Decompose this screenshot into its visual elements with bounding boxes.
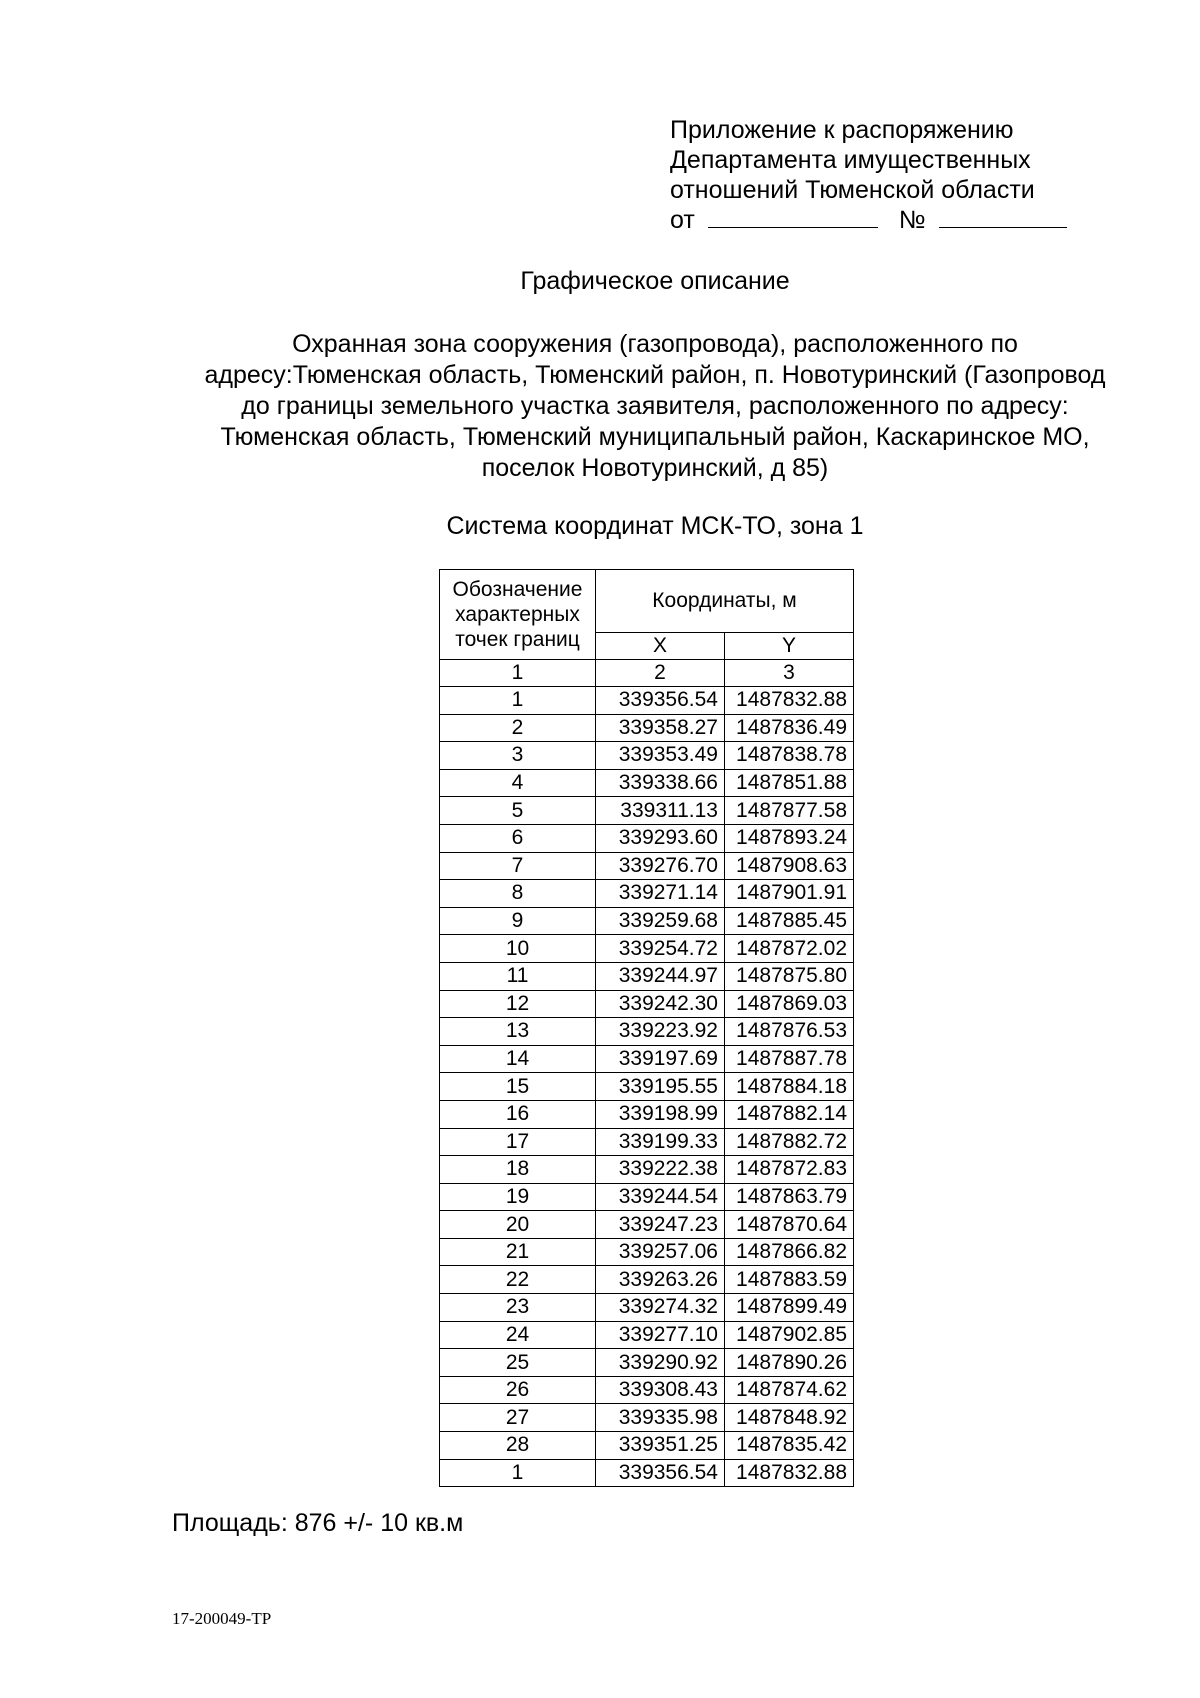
point-cell: 1 [440, 687, 596, 715]
table-row [440, 1183, 854, 1211]
point-cell: 21 [440, 1238, 596, 1266]
header-y: Y [725, 633, 854, 660]
y-cell: 1487838.78 [725, 742, 854, 770]
y-cell: 1487884.18 [725, 1073, 854, 1101]
point-cell: 17 [440, 1128, 596, 1156]
table-row [440, 990, 854, 1018]
description-line-3: до границы земельного участка заявителя, расположенного по адресу: [241, 392, 1069, 420]
y-cell: 1487832.88 [725, 1459, 854, 1487]
point-cell: 18 [440, 1156, 596, 1184]
table-row [440, 1211, 854, 1239]
x-cell: 339263.26 [596, 1266, 725, 1294]
column-number-3: 3 [725, 660, 854, 687]
y-cell: 1487863.79 [725, 1183, 854, 1211]
point-cell: 9 [440, 907, 596, 935]
point-cell: 11 [440, 962, 596, 990]
y-cell: 1487874.62 [725, 1376, 854, 1404]
y-cell: 1487848.92 [725, 1404, 854, 1432]
point-cell: 5 [440, 797, 596, 825]
number-blank [939, 205, 1067, 228]
x-cell: 339277.10 [596, 1321, 725, 1349]
table-row [440, 1266, 854, 1294]
table-row [440, 1100, 854, 1128]
table-row [440, 962, 854, 990]
y-cell: 1487882.72 [725, 1128, 854, 1156]
x-cell: 339290.92 [596, 1349, 725, 1377]
table-row [440, 1349, 854, 1377]
point-cell: 16 [440, 1100, 596, 1128]
table-row [440, 1376, 854, 1404]
x-cell: 339351.25 [596, 1432, 725, 1460]
y-cell: 1487908.63 [725, 852, 854, 880]
table-row [440, 1321, 854, 1349]
table-row [440, 935, 854, 963]
x-cell: 339353.49 [596, 742, 725, 770]
y-cell: 1487866.82 [725, 1238, 854, 1266]
y-cell: 1487887.78 [725, 1045, 854, 1073]
x-cell: 339358.27 [596, 714, 725, 742]
date-prefix: от [670, 206, 695, 234]
y-cell: 1487835.42 [725, 1432, 854, 1460]
x-cell: 339311.13 [596, 797, 725, 825]
x-cell: 339197.69 [596, 1045, 725, 1073]
table-row [440, 907, 854, 935]
point-cell: 19 [440, 1183, 596, 1211]
point-cell: 20 [440, 1211, 596, 1239]
point-cell: 25 [440, 1349, 596, 1377]
y-cell: 1487876.53 [725, 1018, 854, 1046]
description-block [150, 329, 1160, 484]
table-row [440, 714, 854, 742]
y-cell: 1487869.03 [725, 990, 854, 1018]
point-cell: 28 [440, 1432, 596, 1460]
point-cell: 13 [440, 1018, 596, 1046]
document-title: Графическое описание [520, 267, 790, 295]
point-cell: 12 [440, 990, 596, 1018]
coordinates-table [439, 569, 854, 1487]
table-row [440, 1018, 854, 1046]
x-cell: 339247.23 [596, 1211, 725, 1239]
table-row [440, 797, 854, 825]
x-cell: 339259.68 [596, 907, 725, 935]
x-cell: 339198.99 [596, 1100, 725, 1128]
x-cell: 339274.32 [596, 1294, 725, 1322]
y-cell: 1487893.24 [725, 824, 854, 852]
x-cell: 339338.66 [596, 769, 725, 797]
point-cell: 14 [440, 1045, 596, 1073]
table-row [440, 1045, 854, 1073]
y-cell: 1487872.02 [725, 935, 854, 963]
appendix-header [670, 115, 1067, 235]
x-cell: 339242.30 [596, 990, 725, 1018]
table-row [440, 1073, 854, 1101]
table-row [440, 1156, 854, 1184]
table-row [440, 1238, 854, 1266]
y-cell: 1487901.91 [725, 880, 854, 908]
coordinate-system-label: Система координат МСК-ТО, зона 1 [446, 512, 864, 540]
table-row [440, 1459, 854, 1487]
table-row [440, 742, 854, 770]
x-cell: 339199.33 [596, 1128, 725, 1156]
table-row [440, 852, 854, 880]
x-cell: 339356.54 [596, 1459, 725, 1487]
point-cell: 26 [440, 1376, 596, 1404]
table-row [440, 1432, 854, 1460]
table-row [440, 769, 854, 797]
appendix-line-3: отношений Тюменской области [670, 176, 1035, 204]
point-cell: 2 [440, 714, 596, 742]
point-cell: 22 [440, 1266, 596, 1294]
column-number-1: 1 [440, 660, 596, 687]
point-cell: 3 [440, 742, 596, 770]
y-cell: 1487883.59 [725, 1266, 854, 1294]
table-row [440, 687, 854, 715]
y-cell: 1487875.80 [725, 962, 854, 990]
point-cell: 15 [440, 1073, 596, 1101]
description-line-4: Тюменская область, Тюменский муниципальный район, Каскаринское МО, [220, 423, 1090, 451]
date-blank [708, 205, 878, 228]
y-cell: 1487836.49 [725, 714, 854, 742]
header-designation: Обозначение характерных точек границ [440, 570, 596, 660]
point-cell: 10 [440, 935, 596, 963]
point-cell: 24 [440, 1321, 596, 1349]
x-cell: 339293.60 [596, 824, 725, 852]
description-line-2: адресу:Тюменская область, Тюменский район, п. Новотуринский (Газопровод [204, 361, 1106, 389]
x-cell: 339195.55 [596, 1073, 725, 1101]
table-row [440, 1294, 854, 1322]
y-cell: 1487882.14 [725, 1100, 854, 1128]
table-row [440, 1128, 854, 1156]
description-line-1: Охранная зона сооружения (газопровода), расположенного по [292, 330, 1018, 358]
table-row [440, 880, 854, 908]
x-cell: 339254.72 [596, 935, 725, 963]
y-cell: 1487885.45 [725, 907, 854, 935]
number-prefix: № [898, 206, 926, 234]
point-cell: 1 [440, 1459, 596, 1487]
point-cell: 6 [440, 824, 596, 852]
coordinates-table-body [440, 687, 854, 1487]
area-label: Площадь: 876 +/- 10 кв.м [172, 1509, 464, 1537]
appendix-line-1: Приложение к распоряжению [670, 116, 1014, 144]
y-cell: 1487890.26 [725, 1349, 854, 1377]
appendix-date-number-line [670, 205, 1067, 235]
x-cell: 339335.98 [596, 1404, 725, 1432]
x-cell: 339244.97 [596, 962, 725, 990]
point-cell: 27 [440, 1404, 596, 1432]
y-cell: 1487832.88 [725, 687, 854, 715]
column-number-2: 2 [596, 660, 725, 687]
point-cell: 4 [440, 769, 596, 797]
x-cell: 339308.43 [596, 1376, 725, 1404]
point-cell: 7 [440, 852, 596, 880]
table-row [440, 1404, 854, 1432]
table-row [440, 824, 854, 852]
document-code: 17-200049-ТР [172, 1609, 272, 1628]
y-cell: 1487902.85 [725, 1321, 854, 1349]
x-cell: 339257.06 [596, 1238, 725, 1266]
header-coordinates: Координаты, м [596, 570, 854, 633]
appendix-line-2: Департамента имущественных [670, 146, 1031, 174]
point-cell: 23 [440, 1294, 596, 1322]
x-cell: 339271.14 [596, 880, 725, 908]
x-cell: 339356.54 [596, 687, 725, 715]
y-cell: 1487899.49 [725, 1294, 854, 1322]
x-cell: 339244.54 [596, 1183, 725, 1211]
x-cell: 339276.70 [596, 852, 725, 880]
description-line-5: поселок Новотуринский, д 85) [481, 454, 829, 482]
point-cell: 8 [440, 880, 596, 908]
y-cell: 1487877.58 [725, 797, 854, 825]
x-cell: 339223.92 [596, 1018, 725, 1046]
y-cell: 1487851.88 [725, 769, 854, 797]
y-cell: 1487872.83 [725, 1156, 854, 1184]
x-cell: 339222.38 [596, 1156, 725, 1184]
y-cell: 1487870.64 [725, 1211, 854, 1239]
header-x: X [596, 633, 725, 660]
